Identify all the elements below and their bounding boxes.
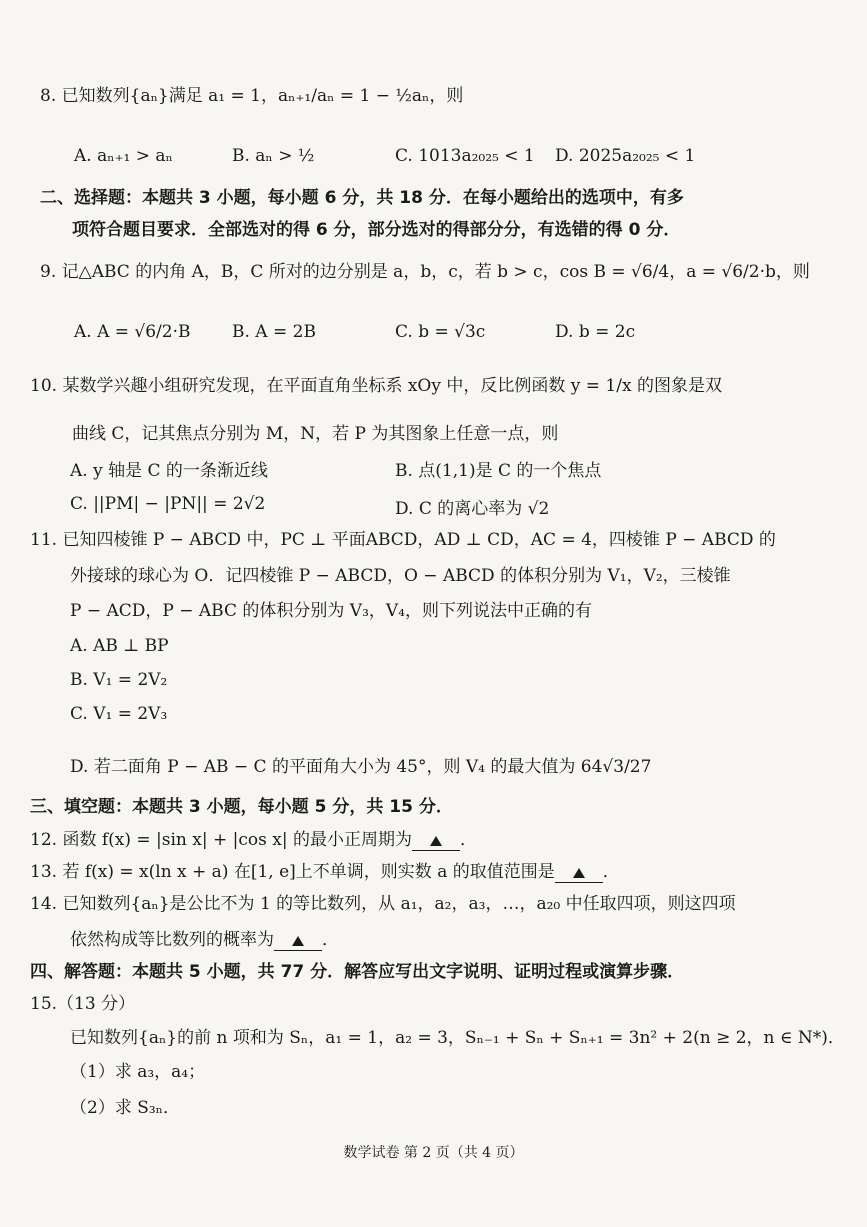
- q8-option-d: D. 2025a₂₀₂₅ < 1: [555, 146, 696, 166]
- q12-text: 12. 函数 f(x) = |sin x| + |cos x| 的最小正周期为: [30, 830, 412, 850]
- q13-answer-blank[interactable]: [555, 862, 603, 883]
- q13-end: ．: [602, 862, 620, 882]
- triangle-icon: [430, 836, 442, 846]
- q15-part2: （2）求 S₃ₙ．: [70, 1098, 181, 1118]
- q10-option-c: C. ||PM| − |PN|| = 2√2: [70, 494, 266, 514]
- q10-line2: 曲线 C，记其焦点分别为 M，N，若 P 为其图象上任意一点，则: [72, 424, 559, 444]
- q11-line1: 11. 已知四棱锥 P − ABCD 中，PC ⊥ 平面ABCD，AD ⊥ CD，AC = 4，四棱锥 P − ABCD 的: [30, 530, 776, 550]
- section2-line2: 项符合题目要求．全部选对的得 6 分，部分选对的得部分分，有选错的得 0 分．: [72, 220, 681, 240]
- q12-end: ．: [459, 830, 477, 850]
- q13-text: 13. 若 f(x) = x(ln x + a) 在[1, e]上不单调，则实数 a 的取值范围是: [30, 862, 555, 882]
- q9-option-c: C. b = √3c: [395, 322, 486, 342]
- q8-option-b: B. aₙ > ½: [232, 146, 315, 166]
- q11-option-b: B. V₁ = 2V₂: [70, 670, 168, 690]
- q10-option-a: A. y 轴是 C 的一条渐近线: [70, 461, 268, 481]
- q15-part1: （1）求 a₃，a₄；: [70, 1062, 206, 1082]
- triangle-icon: [573, 868, 585, 878]
- q12-answer-blank[interactable]: [412, 830, 460, 851]
- page-footer: 数学试卷 第 2 页（共 4 页）: [343, 1145, 524, 1161]
- q14-answer-blank[interactable]: [274, 930, 322, 951]
- section3-title: 三、填空题：本题共 3 小题，每小题 5 分，共 15 分．: [30, 797, 453, 817]
- q14-line2: [70, 930, 339, 951]
- q14-line1: 14. 已知数列{aₙ}是公比不为 1 的等比数列，从 a₁，a₂，a₃，…，a₂₀ 中任取四项，则这四项: [30, 894, 736, 914]
- q11-option-d: D. 若二面角 P − AB − C 的平面角大小为 45°，则 V₄ 的最大值为 64√3/27: [70, 757, 652, 777]
- q8-option-c: C. 1013a₂₀₂₅ < 1: [395, 146, 535, 166]
- q10-option-d: D. C 的离心率为 √2: [395, 499, 550, 519]
- triangle-icon: [292, 936, 304, 946]
- q9-option-a: A. A = √6/2·B: [74, 322, 191, 342]
- q14-end: ．: [322, 930, 339, 950]
- q10-line1: 10. 某数学兴趣小组研究发现，在平面直角坐标系 xOy 中，反比例函数 y = 1/x 的图象是双: [30, 376, 722, 396]
- q9-stem: 9. 记△ABC 的内角 A，B，C 所对的边分别是 a，b，c，若 b > c，cos B = √6/4，a = √6/2·b，则: [40, 262, 810, 282]
- q13-line: [30, 862, 620, 883]
- q14-text: 依然构成等比数列的概率为: [70, 930, 274, 950]
- q9-option-d: D. b = 2c: [555, 322, 636, 342]
- q11-option-c: C. V₁ = 2V₃: [70, 704, 168, 724]
- q10-option-b: B. 点(1,1)是 C 的一个焦点: [395, 461, 602, 481]
- q15-stem: 已知数列{aₙ}的前 n 项和为 Sₙ，a₁ = 1，a₂ = 3，Sₙ₋₁ + Sₙ + Sₙ₊₁ = 3n² + 2(n ≥ 2，n ∈ N*)．: [70, 1028, 845, 1048]
- q11-line2: 外接球的球心为 O．记四棱锥 P − ABCD，O − ABCD 的体积分别为 V₁，V₂，三棱锥: [70, 566, 731, 586]
- q11-option-a: A. AB ⊥ BP: [70, 636, 169, 656]
- section4-title: 四、解答题：本题共 5 小题，共 77 分．解答应写出文字说明、证明过程或演算步骤．: [30, 962, 685, 982]
- q12-line: [30, 830, 477, 851]
- q11-line3: P − ACD，P − ABC 的体积分别为 V₃，V₄，则下列说法中正确的有: [70, 601, 592, 621]
- q8-stem: 8. 已知数列{aₙ}满足 a₁ = 1，aₙ₊₁/aₙ = 1 − ½aₙ，则: [40, 86, 464, 106]
- q9-option-b: B. A = 2B: [232, 322, 316, 342]
- section2-line1: 二、选择题：本题共 3 小题，每小题 6 分，共 18 分．在每小题给出的选项中，有多: [40, 188, 684, 208]
- q15-head: 15.（13 分）: [30, 994, 136, 1014]
- q8-option-a: A. aₙ₊₁ > aₙ: [74, 146, 173, 166]
